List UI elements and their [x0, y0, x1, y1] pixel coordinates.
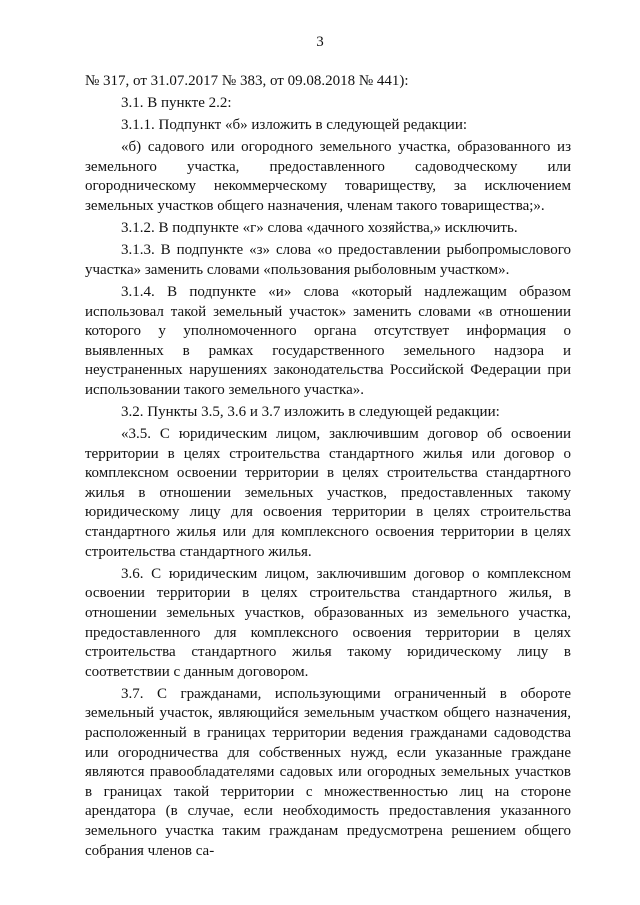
paragraph-3-1-1: 3.1.1. Подпункт «б» изложить в следующей редакции: [121, 117, 468, 134]
paragraph-quote-b: «б) садового или огородного земельного участка, образованного из земельного участка, предоставленного садоводческому или огородническому некоммерческому товариществу, за исключением земельных участков общего назначения, членам такого товарищества;». [85, 139, 571, 215]
paragraph-3-1-3: 3.1.3. В подпункте «з» слова «о предоставлении рыбопромыслового участка» заменить словами «пользования рыболовным участком». [85, 242, 571, 278]
paragraph-3-7: 3.7. С гражданами, использующими ограниченный в обороте земельный участок, являющийся земельным участком общего назначения, расположенный в границах территории ведения гражданами садоводства или огородничества для собственных нужд, если указанные граждане являются правообладателями садовых или огородных земельных участков в границах такой территории с множественностью лиц на стороне арендатора (в случае, если необходимость предоставления указанного земельного участка таким гражданам предусмотрена решением общего собрания членов са- [85, 685, 571, 859]
paragraph-3-2: 3.2. Пункты 3.5, 3.6 и 3.7 изложить в следующей редакции: [121, 404, 500, 420]
paragraph-3-6: 3.6. С юридическим лицом, заключившим договор о комплексном освоении территории в целях строительства стандартного жилья, в отношении земельных участков, образованных из земельного участка, предоставленного для комплексного освоения территории в целях строительства стандартного жилья такому юридическому лицу в соответствии с данным договором. [85, 565, 571, 680]
document-body [85, 72, 571, 864]
paragraph-continuation: № 317, от 31.07.2017 № 383, от 09.08.2018 № 441): [85, 73, 409, 89]
page-number: 3 [316, 34, 324, 50]
paragraph-3-1: 3.1. В пункте 2.2: [121, 95, 232, 112]
paragraph-3-5: «3.5. С юридическим лицом, заключившим договор об освоении территории в целях строительства стандартного жилья или договор о комплексном освоении территории в целях строительства стандартного жилья в отношении земельных участков, предоставленных такому юридическому лицу для освоения территории в целях строительства стандартного жилья или для комплексного освоения территории в целях строительства стандартного жилья. [85, 426, 571, 560]
paragraph-3-1-2: 3.1.2. В подпункте «г» слова «дачного хозяйства,» исключить. [121, 220, 518, 237]
paragraph-3-1-4: 3.1.4. В подпункте «и» слова «который надлежащим образом использовал такой земельный участок» заменить словами «в отношении которого у уполномоченного органа отсутствует информация о выявленных в рамках государственного земельного надзора и неустраненных нарушениях законодательства Российской Федерации при использовании такого земельного участка». [85, 283, 571, 398]
